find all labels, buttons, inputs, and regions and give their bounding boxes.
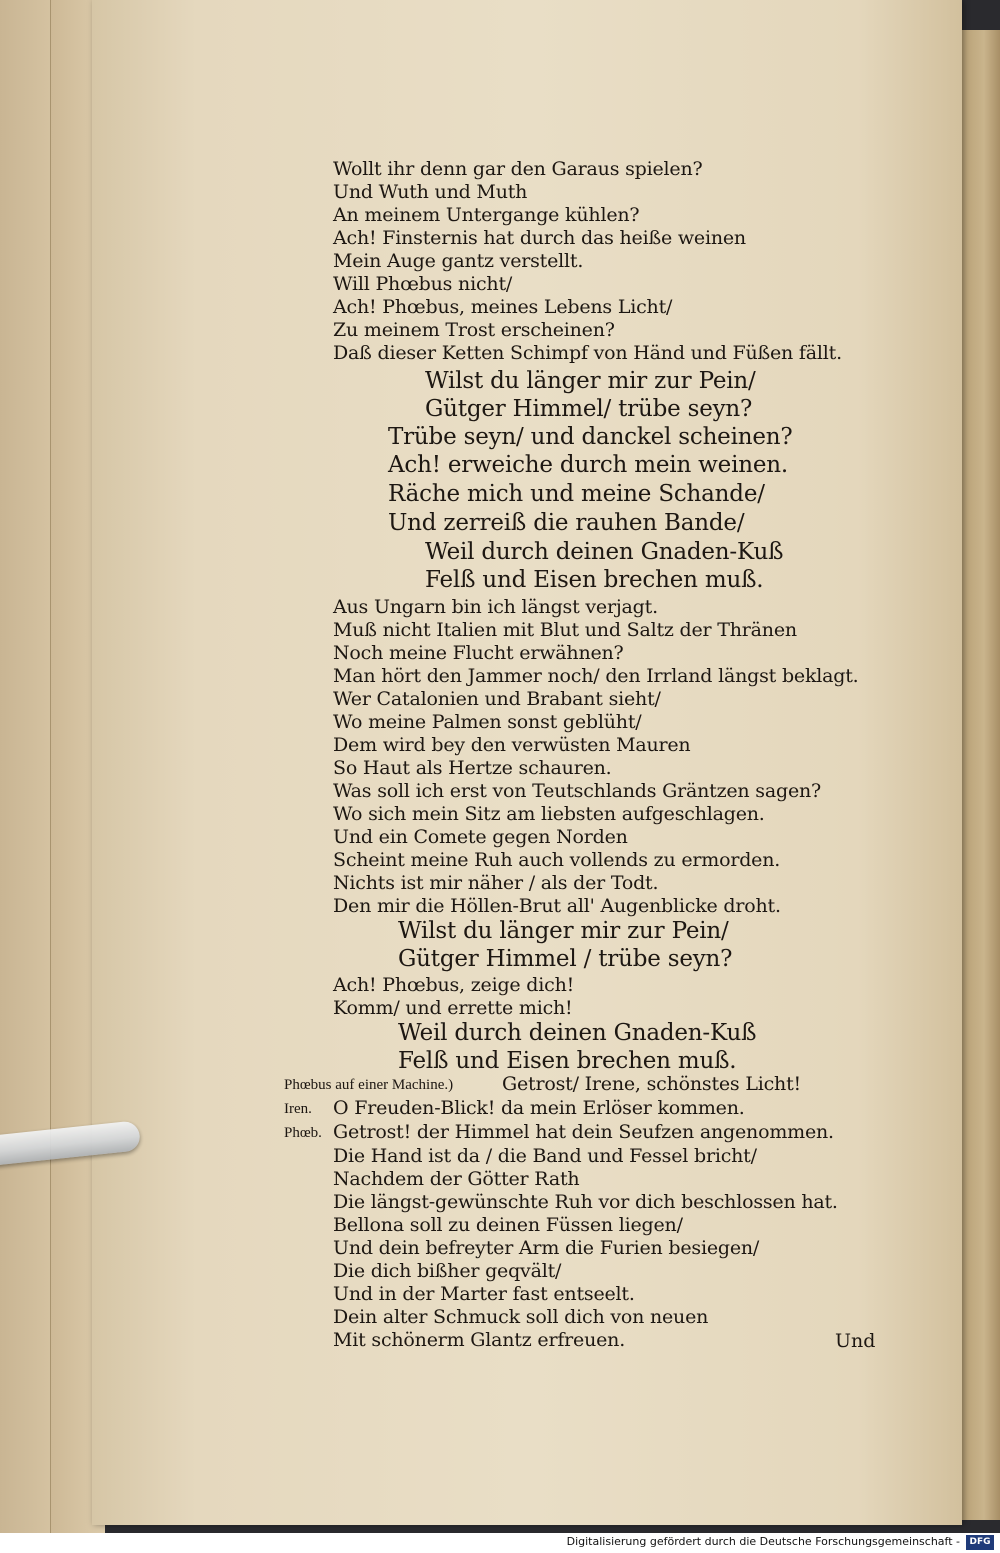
verse-line: Will Phœbus nicht/ — [333, 273, 513, 295]
aria-line: Felß und Eisen brechen muß. — [398, 1048, 737, 1074]
verse-line: Und Wuth und Muth — [333, 181, 528, 203]
verse-line: Man hört den Jammer noch/ den Irrland längst beklagt. — [333, 665, 859, 687]
aria-line: Wilst du länger mir zur Pein/ — [425, 368, 756, 394]
verse-line: Noch meine Flucht erwähnen? — [333, 642, 624, 664]
verse-line: Getrost/ Irene, schönstes Licht! — [502, 1073, 801, 1095]
verse-line: Den mir die Höllen-Brut all' Augenblicke droht. — [333, 895, 781, 917]
aria-line: Trübe seyn/ und danckel scheinen? — [388, 424, 793, 450]
verse-line: So Haut als Hertze schauren. — [333, 757, 612, 779]
speaker-label-phoebus: Phœbus auf einer Machine.) — [284, 1077, 454, 1093]
aria-line: Weil durch deinen Gnaden-Kuß — [425, 539, 784, 565]
aria-line: Ach! erweiche durch mein weinen. — [388, 452, 788, 478]
catchword: Und — [835, 1330, 876, 1352]
aria-line: Gütger Himmel / trübe seyn? — [398, 946, 733, 972]
verse-line: Dem wird bey den verwüsten Mauren — [333, 734, 691, 756]
verse-line: Daß dieser Ketten Schimpf von Händ und Füßen fällt. — [333, 342, 842, 364]
aria-line: Räche mich und meine Schande/ — [388, 481, 765, 507]
verse-line: Wollt ihr denn gar den Garaus spielen? — [333, 158, 703, 180]
aria-line: Felß und Eisen brechen muß. — [425, 567, 764, 593]
verse-line: Was soll ich erst von Teutschlands Gräntzen sagen? — [333, 780, 822, 802]
verse-line: Mit schönerm Glantz erfreuen. — [333, 1329, 626, 1351]
verse-line: Ach! Phœbus, zeige dich! — [333, 974, 575, 996]
verse-line: O Freuden-Blick! da mein Erlöser kommen. — [333, 1097, 745, 1119]
digitization-footer — [0, 1533, 1000, 1553]
verse-line: Wer Catalonien und Brabant sieht/ — [333, 688, 661, 710]
funding-credit: Digitalisierung gefördert durch die Deutsche Forschungsgemeinschaft - — [566, 1535, 960, 1548]
verse-line: Mein Auge gantz verstellt. — [333, 250, 584, 272]
aria-line: Weil durch deinen Gnaden-Kuß — [398, 1020, 757, 1046]
verse-line: Und dein befreyter Arm die Furien besiegen/ — [333, 1237, 760, 1259]
verse-line: Komm/ und errette mich! — [333, 997, 573, 1019]
aria-line: Und zerreiß die rauhen Bande/ — [388, 510, 745, 536]
verse-line: Aus Ungarn bin ich längst verjagt. — [333, 596, 658, 618]
verse-line: Scheint meine Ruh auch vollends zu ermorden. — [333, 849, 781, 871]
aria-line: Gütger Himmel/ trübe seyn? — [425, 396, 753, 422]
verse-line: Die dich bißher geqvält/ — [333, 1260, 562, 1282]
verse-line: Und in der Marter fast entseelt. — [333, 1283, 635, 1305]
verse-line: Getrost! der Himmel hat dein Seufzen angenommen. — [333, 1121, 834, 1143]
verse-line: Wo sich mein Sitz am liebsten aufgeschlagen. — [333, 803, 765, 825]
verse-line: Nichts ist mir näher / als der Todt. — [333, 872, 659, 894]
aria-line: Wilst du länger mir zur Pein/ — [398, 918, 729, 944]
verse-line: Ach! Finsternis hat durch das heiße weinen — [333, 227, 746, 249]
verse-line: Die längst-gewünschte Ruh vor dich beschlossen hat. — [333, 1191, 838, 1213]
verse-line: Bellona soll zu deinen Füssen liegen/ — [333, 1214, 683, 1236]
speaker-label-irene: Iren. — [284, 1101, 312, 1117]
verse-line: Dein alter Schmuck soll dich von neuen — [333, 1306, 709, 1328]
speaker-label-phoeb: Phœb. — [284, 1125, 322, 1141]
verse-line: An meinem Untergange kühlen? — [333, 204, 640, 226]
verse-line: Nachdem der Götter Rath — [333, 1168, 580, 1190]
dfg-logo: DFG — [966, 1535, 994, 1550]
verse-line: Muß nicht Italien mit Blut und Saltz der Thränen — [333, 619, 797, 641]
verse-line: Und ein Comete gegen Norden — [333, 826, 628, 848]
verse-line: Wo meine Palmen sonst geblüht/ — [333, 711, 642, 733]
verse-line: Zu meinem Trost erscheinen? — [333, 319, 615, 341]
verse-line: Die Hand ist da / die Band und Fessel bricht/ — [333, 1145, 757, 1167]
verse-line: Ach! Phœbus, meines Lebens Licht/ — [333, 296, 673, 318]
